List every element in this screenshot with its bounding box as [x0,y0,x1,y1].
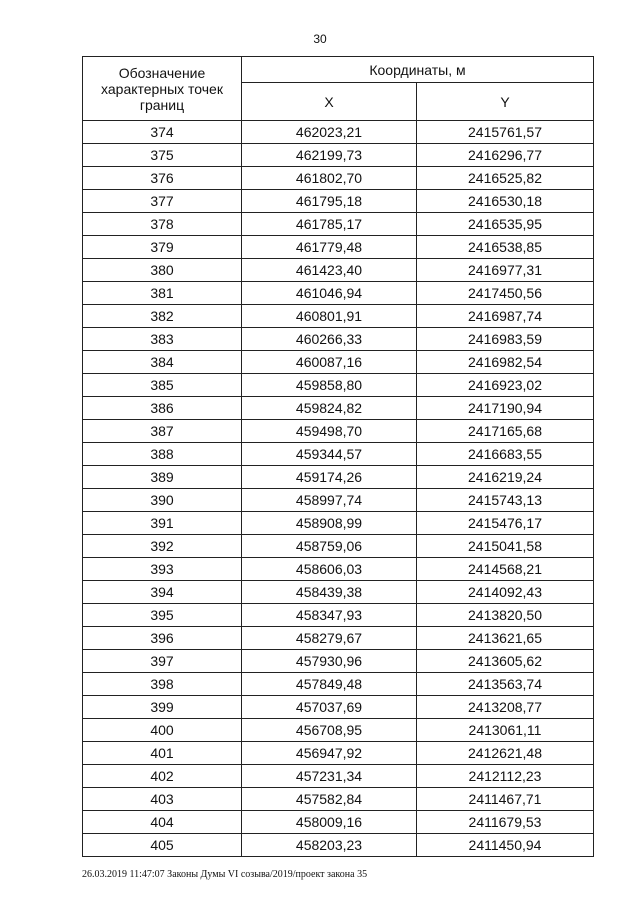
point-cell: 398 [83,673,242,696]
y-coordinate-cell: 2415761,57 [417,121,594,144]
point-cell: 391 [83,512,242,535]
table-row [83,282,594,305]
x-coordinate-cell: 462023,21 [242,121,417,144]
y-coordinate-cell: 2413563,74 [417,673,594,696]
point-cell: 385 [83,374,242,397]
x-coordinate-cell: 458908,99 [242,512,417,535]
table-row [83,834,594,857]
table-row [83,512,594,535]
table-row [83,489,594,512]
table-row [83,811,594,834]
x-coordinate-cell: 461785,17 [242,213,417,236]
point-cell: 402 [83,765,242,788]
y-coordinate-cell: 2417450,56 [417,282,594,305]
y-coordinate-cell: 2417165,68 [417,420,594,443]
point-cell: 405 [83,834,242,857]
table-row [83,558,594,581]
table-row [83,466,594,489]
y-coordinate-cell: 2416535,95 [417,213,594,236]
point-cell: 376 [83,167,242,190]
y-coordinate-cell: 2414092,43 [417,581,594,604]
x-coordinate-cell: 458203,23 [242,834,417,857]
point-cell: 396 [83,627,242,650]
table-row [83,535,594,558]
table-row [83,650,594,673]
x-coordinate-cell: 461779,48 [242,236,417,259]
x-coordinate-cell: 461795,18 [242,190,417,213]
point-cell: 404 [83,811,242,834]
y-coordinate-cell: 2411450,94 [417,834,594,857]
x-coordinate-cell: 462199,73 [242,144,417,167]
x-coordinate-cell: 458439,38 [242,581,417,604]
point-cell: 393 [83,558,242,581]
y-coordinate-cell: 2416983,59 [417,328,594,351]
point-cell: 403 [83,788,242,811]
x-coordinate-cell: 458347,93 [242,604,417,627]
table-row [83,420,594,443]
x-coordinate-cell: 458279,67 [242,627,417,650]
table-row [83,144,594,167]
x-coordinate-cell: 457930,96 [242,650,417,673]
table-row [83,236,594,259]
document-footer: 26.03.2019 11:47:07 Законы Думы VI созыва/2019/проект закона 35 [82,869,368,880]
point-cell: 379 [83,236,242,259]
x-coordinate-cell: 461423,40 [242,259,417,282]
y-coordinate-cell: 2413820,50 [417,604,594,627]
y-coordinate-cell: 2413061,11 [417,719,594,742]
x-coordinate-cell: 458997,74 [242,489,417,512]
x-coordinate-cell: 460801,91 [242,305,417,328]
y-coordinate-cell: 2413621,65 [417,627,594,650]
table-row [83,788,594,811]
y-coordinate-cell: 2416219,24 [417,466,594,489]
table-row [83,305,594,328]
x-coordinate-cell: 458759,06 [242,535,417,558]
point-cell: 377 [83,190,242,213]
x-coordinate-cell: 458009,16 [242,811,417,834]
point-cell: 383 [83,328,242,351]
table-row [83,190,594,213]
table-row [83,167,594,190]
point-cell: 397 [83,650,242,673]
point-cell: 375 [83,144,242,167]
point-cell: 395 [83,604,242,627]
x-coordinate-cell: 460266,33 [242,328,417,351]
x-coordinate-cell: 459498,70 [242,420,417,443]
table-row [83,351,594,374]
table-row [83,213,594,236]
y-coordinate-cell: 2412621,48 [417,742,594,765]
point-cell: 378 [83,213,242,236]
table-row [83,742,594,765]
y-coordinate-cell: 2414568,21 [417,558,594,581]
x-coordinate-cell: 459174,26 [242,466,417,489]
table-row [83,719,594,742]
y-coordinate-cell: 2412112,23 [417,765,594,788]
x-coordinate-cell: 459344,57 [242,443,417,466]
y-coordinate-cell: 2415041,58 [417,535,594,558]
x-coordinate-cell: 456708,95 [242,719,417,742]
y-coordinate-cell: 2416530,18 [417,190,594,213]
point-cell: 392 [83,535,242,558]
y-column-header: Y [417,83,594,121]
point-cell: 401 [83,742,242,765]
header-row-top [83,57,594,83]
y-coordinate-cell: 2417190,94 [417,397,594,420]
table-row [83,259,594,282]
table-row [83,374,594,397]
y-coordinate-cell: 2416923,02 [417,374,594,397]
x-coordinate-cell: 459824,82 [242,397,417,420]
coordinates-table [82,56,594,857]
point-cell: 394 [83,581,242,604]
x-coordinate-cell: 457849,48 [242,673,417,696]
table-body [83,121,594,857]
y-coordinate-cell: 2416683,55 [417,443,594,466]
y-coordinate-cell: 2411679,53 [417,811,594,834]
table-header [83,57,594,121]
x-coordinate-cell: 461802,70 [242,167,417,190]
table-row [83,765,594,788]
y-coordinate-cell: 2415476,17 [417,512,594,535]
y-coordinate-cell: 2416525,82 [417,167,594,190]
x-coordinate-cell: 457231,34 [242,765,417,788]
table-row [83,696,594,719]
y-coordinate-cell: 2416296,77 [417,144,594,167]
x-coordinate-cell: 456947,92 [242,742,417,765]
table-row [83,673,594,696]
point-cell: 387 [83,420,242,443]
y-coordinate-cell: 2413605,62 [417,650,594,673]
point-cell: 384 [83,351,242,374]
table-row [83,121,594,144]
table-row [83,627,594,650]
table-row [83,443,594,466]
y-coordinate-cell: 2416538,85 [417,236,594,259]
point-cell: 399 [83,696,242,719]
point-cell: 382 [83,305,242,328]
point-cell: 390 [83,489,242,512]
y-coordinate-cell: 2416982,54 [417,351,594,374]
x-column-header: X [242,83,417,121]
point-designation-header: Обозначение характерных точек границ [83,57,242,121]
point-cell: 380 [83,259,242,282]
y-coordinate-cell: 2411467,71 [417,788,594,811]
x-coordinate-cell: 459858,80 [242,374,417,397]
point-cell: 374 [83,121,242,144]
point-cell: 381 [83,282,242,305]
table-row [83,328,594,351]
coordinates-header: Координаты, м [242,57,594,83]
x-coordinate-cell: 458606,03 [242,558,417,581]
table-row [83,581,594,604]
page-number: 30 [313,32,327,46]
point-cell: 400 [83,719,242,742]
y-coordinate-cell: 2416987,74 [417,305,594,328]
point-cell: 388 [83,443,242,466]
x-coordinate-cell: 457582,84 [242,788,417,811]
table-row [83,397,594,420]
x-coordinate-cell: 460087,16 [242,351,417,374]
x-coordinate-cell: 461046,94 [242,282,417,305]
table-row [83,604,594,627]
point-cell: 386 [83,397,242,420]
y-coordinate-cell: 2413208,77 [417,696,594,719]
y-coordinate-cell: 2415743,13 [417,489,594,512]
y-coordinate-cell: 2416977,31 [417,259,594,282]
point-cell: 389 [83,466,242,489]
x-coordinate-cell: 457037,69 [242,696,417,719]
